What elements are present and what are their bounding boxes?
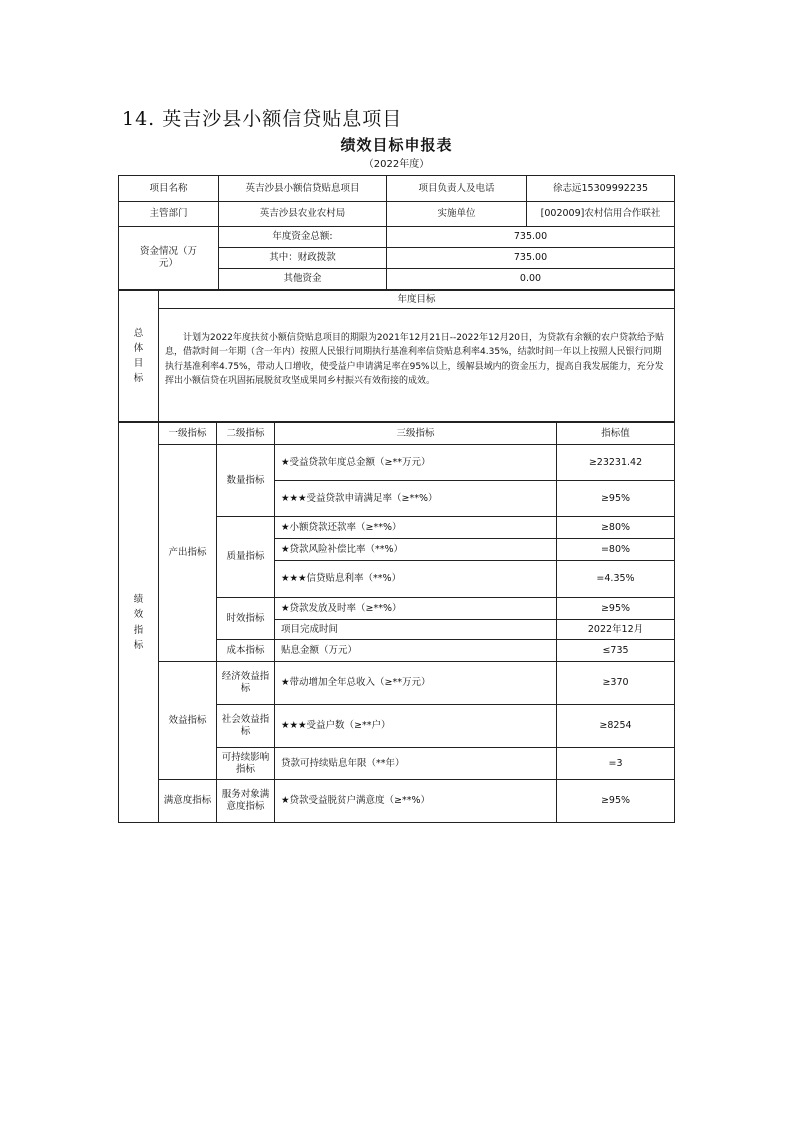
goal-table [118, 290, 675, 422]
indicator-value-10: =3 [557, 748, 675, 780]
service-label: 服务对象满意度指标 [217, 780, 275, 823]
quantity-label: 数量指标 [217, 445, 275, 517]
basic-info-table [118, 175, 675, 290]
other-funds-label: 其他资金 [219, 269, 387, 290]
indicator-name-3: ★贷款风险补偿比率（**%） [275, 539, 557, 561]
indicator-value-4: =4.35% [557, 561, 675, 598]
econ-label: 经济效益指标 [217, 662, 275, 705]
indicator-value-7: ≤735 [557, 640, 675, 662]
indicator-value-0: ≥23231.42 [557, 445, 675, 481]
indicator-value-3: =80% [557, 539, 675, 561]
indicator-value-8: ≥370 [557, 662, 675, 705]
indicator-name-5: ★贷款发放及时率（≥**%） [275, 598, 557, 620]
funds-label: 资金情况（万元） [119, 227, 219, 290]
indicators-side-label [119, 423, 159, 823]
indicator-name-10: 贷款可持续贴息年限（**年） [275, 748, 557, 780]
indicator-value-2: ≥80% [557, 517, 675, 539]
goal-text [159, 309, 675, 422]
indicators-table [118, 422, 675, 823]
goal-header: 年度目标 [159, 291, 675, 309]
other-funds-value: 0.00 [387, 269, 675, 290]
goal-side-label [119, 291, 159, 422]
project-name-value: 英吉沙县小额信贷贴息项目 [219, 176, 387, 202]
leader-label: 项目负责人及电话 [387, 176, 527, 202]
leader-value: 徐志远15309992235 [527, 176, 675, 202]
indicator-value-11: ≥95% [557, 780, 675, 823]
goal-side-label-text: 总体目标 [133, 327, 144, 385]
quality-label: 质量指标 [217, 517, 275, 598]
indicator-name-7: 贴息金额（万元） [275, 640, 557, 662]
page-subtitle: （2022年度） [363, 159, 430, 170]
indicator-value-6: 2022年12月 [557, 620, 675, 640]
indicator-name-4: ★★★信贷贴息利率（**%） [275, 561, 557, 598]
impl-label: 实施单位 [387, 202, 527, 227]
sustain-label: 可持续影响指标 [217, 748, 275, 780]
indicator-name-6: 项目完成时间 [275, 620, 557, 640]
indicator-value-1: ≥95% [557, 481, 675, 517]
time-label: 时效指标 [217, 598, 275, 640]
dept-label: 主管部门 [119, 202, 219, 227]
indicator-name-2: ★小额贷款还款率（≥**%） [275, 517, 557, 539]
indicator-name-11: ★贷款受益脱贫户满意度（≥**%） [275, 780, 557, 823]
output-label: 产出指标 [159, 445, 217, 662]
indicator-name-8: ★带动增加全年总收入（≥**万元） [275, 662, 557, 705]
col-level1: 一级指标 [159, 423, 217, 445]
indicator-value-9: ≥8254 [557, 705, 675, 748]
satisfaction-label: 满意度指标 [159, 780, 217, 823]
cost-label: 成本指标 [217, 640, 275, 662]
section-heading: 14. 英吉沙县小额信贷贴息项目 [122, 108, 403, 130]
col-level3: 三级指标 [275, 423, 557, 445]
impl-value: [002009]农村信用合作联社 [527, 202, 675, 227]
social-label: 社会效益指标 [217, 705, 275, 748]
indicator-name-1: ★★★受益贷款申请满足率（≥**%） [275, 481, 557, 517]
indicator-name-9: ★★★受益户数（≥**户） [275, 705, 557, 748]
benefit-label: 效益指标 [159, 662, 217, 780]
page-title: 绩效目标申报表 [340, 136, 453, 154]
indicator-value-5: ≥95% [557, 598, 675, 620]
project-name-label: 项目名称 [119, 176, 219, 202]
col-value: 指标值 [557, 423, 675, 445]
fiscal-funds-label: 其中：财政拨款 [219, 248, 387, 269]
indicators-side-label-text: 绩效指标 [133, 594, 144, 651]
indicator-name-0: ★受益贷款年度总金额（≥**万元） [275, 445, 557, 481]
total-funds-value: 735.00 [387, 227, 675, 248]
fiscal-funds-value: 735.00 [387, 248, 675, 269]
total-funds-label: 年度资金总额: [219, 227, 387, 248]
goal-text-content: 计划为2022年度扶贫小额信贷贴息项目的期限为2021年12月21日--2022年12月20日，为贷款有余额的农户贷款给予贴息，借款时间一年期（含一年内）按照人民银行同期执行基准利率信贷贴息利率4.35%，结款时间一年以上按照人民银行同期执行基准利率4.75%，带动人口增收，使受益户申请满足率在95%以上，缓解县域内的资金压力，提高自我发展能力，充分发挥出小额信贷在巩固拓展脱贫攻坚成果同乡村振兴有效衔接的成效。 [165, 333, 665, 387]
col-level2: 二级指标 [217, 423, 275, 445]
dept-value: 英吉沙县农业农村局 [219, 202, 387, 227]
